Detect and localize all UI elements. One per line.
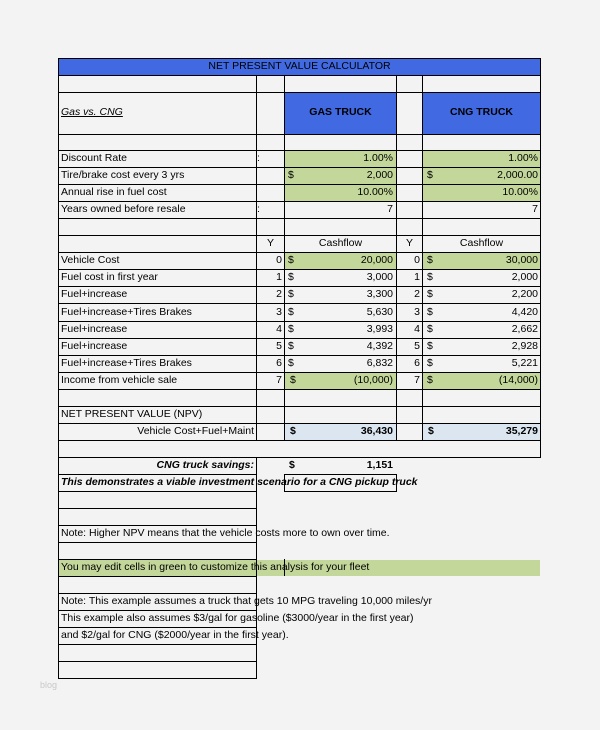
cng-cashflow-value[interactable]: (14,000)	[498, 374, 538, 386]
cng-currency: $	[427, 374, 433, 386]
cng-year: 0	[414, 254, 420, 266]
assumption-line: Note: This example assumes a truck that gets 10 MPG traveling 10,000 miles/yr	[61, 595, 432, 607]
gas-cashflow-value: 3,300	[366, 288, 393, 300]
param-label: Tire/brake cost every 3 yrs	[61, 169, 185, 181]
gas-cashflow-value: 5,630	[366, 306, 393, 318]
cng-year: 6	[414, 357, 420, 369]
gas-param-value[interactable]: 7	[387, 203, 393, 215]
row-label: Fuel+increase	[61, 340, 128, 352]
cng-currency: $	[427, 271, 433, 283]
gas-currency: $	[288, 306, 294, 318]
cng-cashflow-value: 2,200	[511, 288, 538, 300]
gas-currency: $	[290, 374, 296, 386]
gas-param-value[interactable]: 10.00%	[357, 186, 393, 198]
gas-cashflow-value: 6,832	[366, 357, 393, 369]
cng-param-value[interactable]: 2,000.00	[497, 169, 538, 181]
row-label: Fuel+increase+Tires Brakes	[61, 306, 192, 318]
gas-currency: $	[288, 357, 294, 369]
investment-statement: This demonstrates a viable investment scenario for a CNG pickup truck	[61, 476, 418, 488]
row-label: Fuel cost in first year	[61, 271, 158, 283]
gas-year-header: Y	[266, 237, 274, 249]
param-colon: :	[257, 203, 260, 215]
gas-year: 6	[276, 357, 282, 369]
assumption-line: and $2/gal for CNG ($2000/year in the first year).	[61, 629, 289, 641]
cng-npv-currency: $	[428, 425, 434, 437]
cng-cashflow-value: 2,928	[511, 340, 538, 352]
assumption-line: This example also assumes $3/gal for gasoline ($3000/year in the first year)	[61, 612, 414, 624]
gas-currency: $	[288, 271, 294, 283]
row-label: Fuel+increase+Tires Brakes	[61, 357, 192, 369]
cng-cashflow-value[interactable]: 30,000	[505, 254, 538, 266]
gas-truck-header: GAS TRUCK	[309, 106, 372, 118]
gas-year: 3	[276, 306, 282, 318]
row-label: Fuel+increase	[61, 288, 128, 300]
param-colon: :	[257, 152, 260, 164]
param-label: Discount Rate	[61, 152, 127, 164]
cng-cashflow-header: Cashflow	[459, 237, 504, 249]
gas-currency: $	[288, 340, 294, 352]
npv-colon: :	[255, 425, 258, 437]
gas-year: 7	[276, 374, 282, 386]
npv-label: NET PRESENT VALUE (NPV)	[61, 408, 203, 420]
gas-currency: $	[288, 288, 294, 300]
cng-currency: $	[427, 357, 433, 369]
gas-cashflow-header: Cashflow	[318, 237, 363, 249]
gas-cashflow-value: 3,993	[366, 323, 393, 335]
gas-year: 2	[276, 288, 282, 300]
row-label: Vehicle Cost	[61, 254, 120, 266]
cng-currency: $	[427, 254, 433, 266]
cng-year: 1	[414, 271, 420, 283]
edit-note: You may edit cells in green to customize this analysis for your fleet	[61, 561, 370, 573]
gas-cashflow-value: 3,000	[366, 271, 393, 283]
gas-cashflow-value: 4,392	[366, 340, 393, 352]
cng-year: 5	[414, 340, 420, 352]
savings-currency: $	[289, 459, 295, 471]
cng-year-header: Y	[405, 237, 413, 249]
gas-year: 5	[276, 340, 282, 352]
cng-truck-header: CNG TRUCK	[450, 106, 513, 118]
cng-currency: $	[427, 340, 433, 352]
gas-npv-value: 36,430	[360, 425, 393, 437]
gas-year: 1	[276, 271, 282, 283]
cng-param-value[interactable]: 1.00%	[508, 152, 538, 164]
param-label: Years owned before resale	[61, 203, 186, 215]
npv-note: Note: Higher NPV means that the vehicle costs more to own over time.	[61, 527, 390, 539]
cng-currency: $	[427, 306, 433, 318]
savings-value: 1,151	[366, 459, 393, 471]
gas-cashflow-value[interactable]: 20,000	[360, 254, 393, 266]
cng-cashflow-value: 2,662	[511, 323, 538, 335]
row-label: Income from vehicle sale	[61, 374, 178, 386]
cng-param-currency: $	[427, 169, 433, 181]
cng-param-value[interactable]: 7	[532, 203, 538, 215]
npv-sub-label: Vehicle Cost+Fuel+Maint	[137, 425, 254, 437]
watermark-text: blog	[40, 680, 58, 690]
cng-year: 2	[414, 288, 420, 300]
param-label: Annual rise in fuel cost	[61, 186, 167, 198]
cng-cashflow-value: 4,420	[511, 306, 538, 318]
cng-currency: $	[427, 288, 433, 300]
gas-year: 4	[276, 323, 282, 335]
row-label: Fuel+increase	[61, 323, 128, 335]
cng-year: 3	[414, 306, 420, 318]
cng-cashflow-value: 2,000	[511, 271, 538, 283]
cng-cashflow-value: 5,221	[511, 357, 538, 369]
gas-currency: $	[288, 323, 294, 335]
cng-year: 4	[414, 323, 420, 335]
page-title: NET PRESENT VALUE CALCULATOR	[208, 60, 391, 72]
cng-year: 7	[414, 374, 420, 386]
gas-param-value[interactable]: 1.00%	[363, 152, 393, 164]
cng-currency: $	[427, 323, 433, 335]
cng-npv-value: 35,279	[505, 425, 538, 437]
subtitle: Gas vs. CNG	[61, 106, 123, 118]
gas-npv-currency: $	[290, 425, 296, 437]
gas-year: 0	[276, 254, 282, 266]
gas-currency: $	[288, 254, 294, 266]
savings-label: CNG truck savings:	[156, 459, 254, 471]
gas-cashflow-value[interactable]: (10,000)	[353, 374, 393, 386]
cng-param-value[interactable]: 10.00%	[502, 186, 538, 198]
gas-param-value[interactable]: 2,000	[366, 169, 393, 181]
gas-param-currency: $	[288, 169, 294, 181]
